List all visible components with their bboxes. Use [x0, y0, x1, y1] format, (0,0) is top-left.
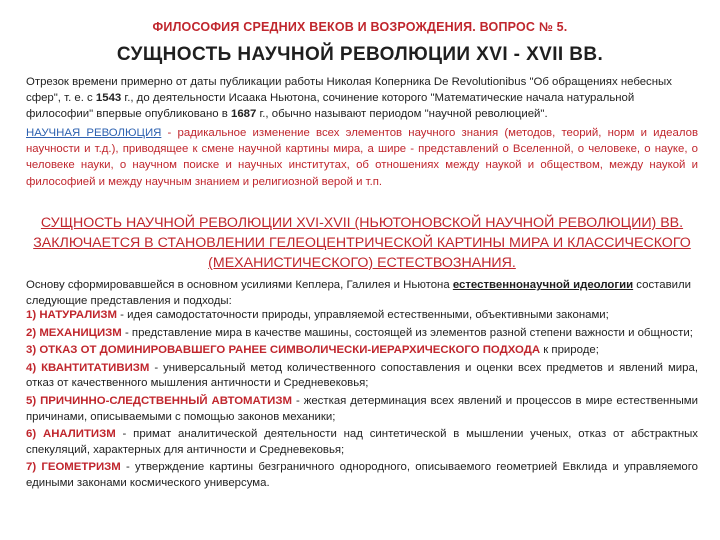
item-number: 5) — [26, 394, 37, 407]
intro-paragraph — [26, 74, 698, 122]
item-text: - примат аналитической деятельности над синтетической в мышлении ученых, отказ от абстрактных спекуляций, характерных для античности и Средневековья; — [26, 428, 698, 456]
item-name: МЕХАНИЦИЗМ — [39, 326, 122, 339]
slide-title: СУЩНОСТЬ НАУЧНОЙ РЕВОЛЮЦИИ XVI - XVII ВВ. — [116, 44, 604, 65]
item-text: - утверждение картины безграничного однородного, описываемого геометрией Евклида и управляемого едиными законами космического универсума. — [26, 461, 698, 489]
item-name: ОТКАЗ ОТ ДОМИНИРОВАВШЕГО РАНЕЕ СИМВОЛИЧЕСКИ-ИЕРАРХИЧЕСКОГО ПОДХОДА — [39, 344, 541, 357]
item-name: АНАЛИТИЗМ — [42, 428, 116, 441]
item-text: - универсальный метод количественного сопоставления и оценки всех предметов и явлений мира, отказ от качественного мышления античности и Средневековья; — [26, 361, 698, 390]
item-number: 6) — [26, 428, 37, 441]
intro-year-1543: 1543 — [95, 92, 122, 104]
intro-text-1: Отрезок времени примерно от даты публикации работы Николая Коперника De Revolutionibus "Об обращениях небесных сфер", т. е. с — [26, 76, 672, 104]
item-number: 3) — [26, 344, 37, 357]
list-item — [26, 460, 698, 491]
item-number: 2) — [26, 326, 37, 339]
item-text: к природе; — [540, 344, 599, 357]
list-item — [26, 343, 698, 359]
definition-text: - радикальное изменение всех элементов научного знания (методов, теорий, норм и идеалов научности и т.д.), приводящее к смене научной картины мира, а шире - представлений о Вселенной, о человеке, о науке, о человеке науки, о научном поиске и научных институтах, об отношениях между наукой и обществом, между наукой и философией и между научным знанием и религиозной верой и т.п. — [26, 127, 698, 188]
item-name: НАТУРАЛИЗМ — [39, 309, 118, 321]
intro-text-2: г., до деятельности Исаака Ньютона, сочинение которого "Математические начала натуральной философии" впервые опубликовано в — [26, 92, 635, 120]
basis-text-2: составили следующие представления и подходы: — [26, 279, 692, 307]
item-number: 4) — [26, 361, 37, 374]
course-topic-heading: ФИЛОСОФИЯ СРЕДНИХ ВЕКОВ И ВОЗРОЖДЕНИЯ. ВОПРОС № 5. — [152, 20, 568, 34]
item-name: КВАНТИТАТИВИЗМ — [41, 361, 150, 374]
item-text: - представление мира в качестве машины, состоящей из элементов разной степени важности и общности; — [121, 326, 693, 339]
item-number: 1) — [26, 309, 37, 321]
list-item — [26, 427, 698, 458]
basis-highlight: естественнонаучной идеологии — [452, 279, 634, 291]
list-item — [26, 361, 698, 392]
item-name: ПРИЧИННО-СЛЕДСТВЕННЫЙ АВТОМАТИЗМ — [40, 394, 292, 407]
item-text: - жесткая детерминация всех явлений и процессов в мире естественными причинами, описываемыми с помощью законов механики; — [26, 394, 698, 423]
definition-term-link[interactable]: НАУЧНАЯ РЕВОЛЮЦИЯ — [26, 127, 162, 139]
item-name: ГЕОМЕТРИЗМ — [41, 461, 121, 474]
list-item — [26, 394, 698, 425]
basis-text-1: Основу сформировавшейся в основном усилиями Кеплера, Галилея и Ньютона — [26, 279, 453, 291]
basis-paragraph — [26, 278, 698, 309]
list-item — [26, 326, 698, 342]
list-item — [26, 308, 698, 324]
item-number: 7) — [26, 461, 37, 474]
item-text: - идея самодостаточности природы, управляемой естественными, объективными законами; — [117, 309, 609, 321]
principles-list — [26, 308, 698, 494]
definition-paragraph — [26, 125, 698, 190]
intro-year-1687: 1687 — [231, 108, 257, 120]
intro-text-3: г., обычно называют периодом "научной революцией". — [256, 108, 548, 120]
essence-subheading: СУЩНОСТЬ НАУЧНОЙ РЕВОЛЮЦИИ XVI-XVII (НЬЮТОНОВСКОЙ НАУЧНОЙ РЕВОЛЮЦИИ) ВВ. ЗАКЛЮЧАЕТСЯ В СТАНОВЛЕНИИ ГЕЛЕОЦЕНТРИЧЕСКОЙ КАРТИНЫ МИРА И КЛАССИЧЕСКОГО (МЕХАНИСТИЧЕСКОГО) ЕСТЕСТВОЗНАНИЯ. — [33, 215, 691, 271]
